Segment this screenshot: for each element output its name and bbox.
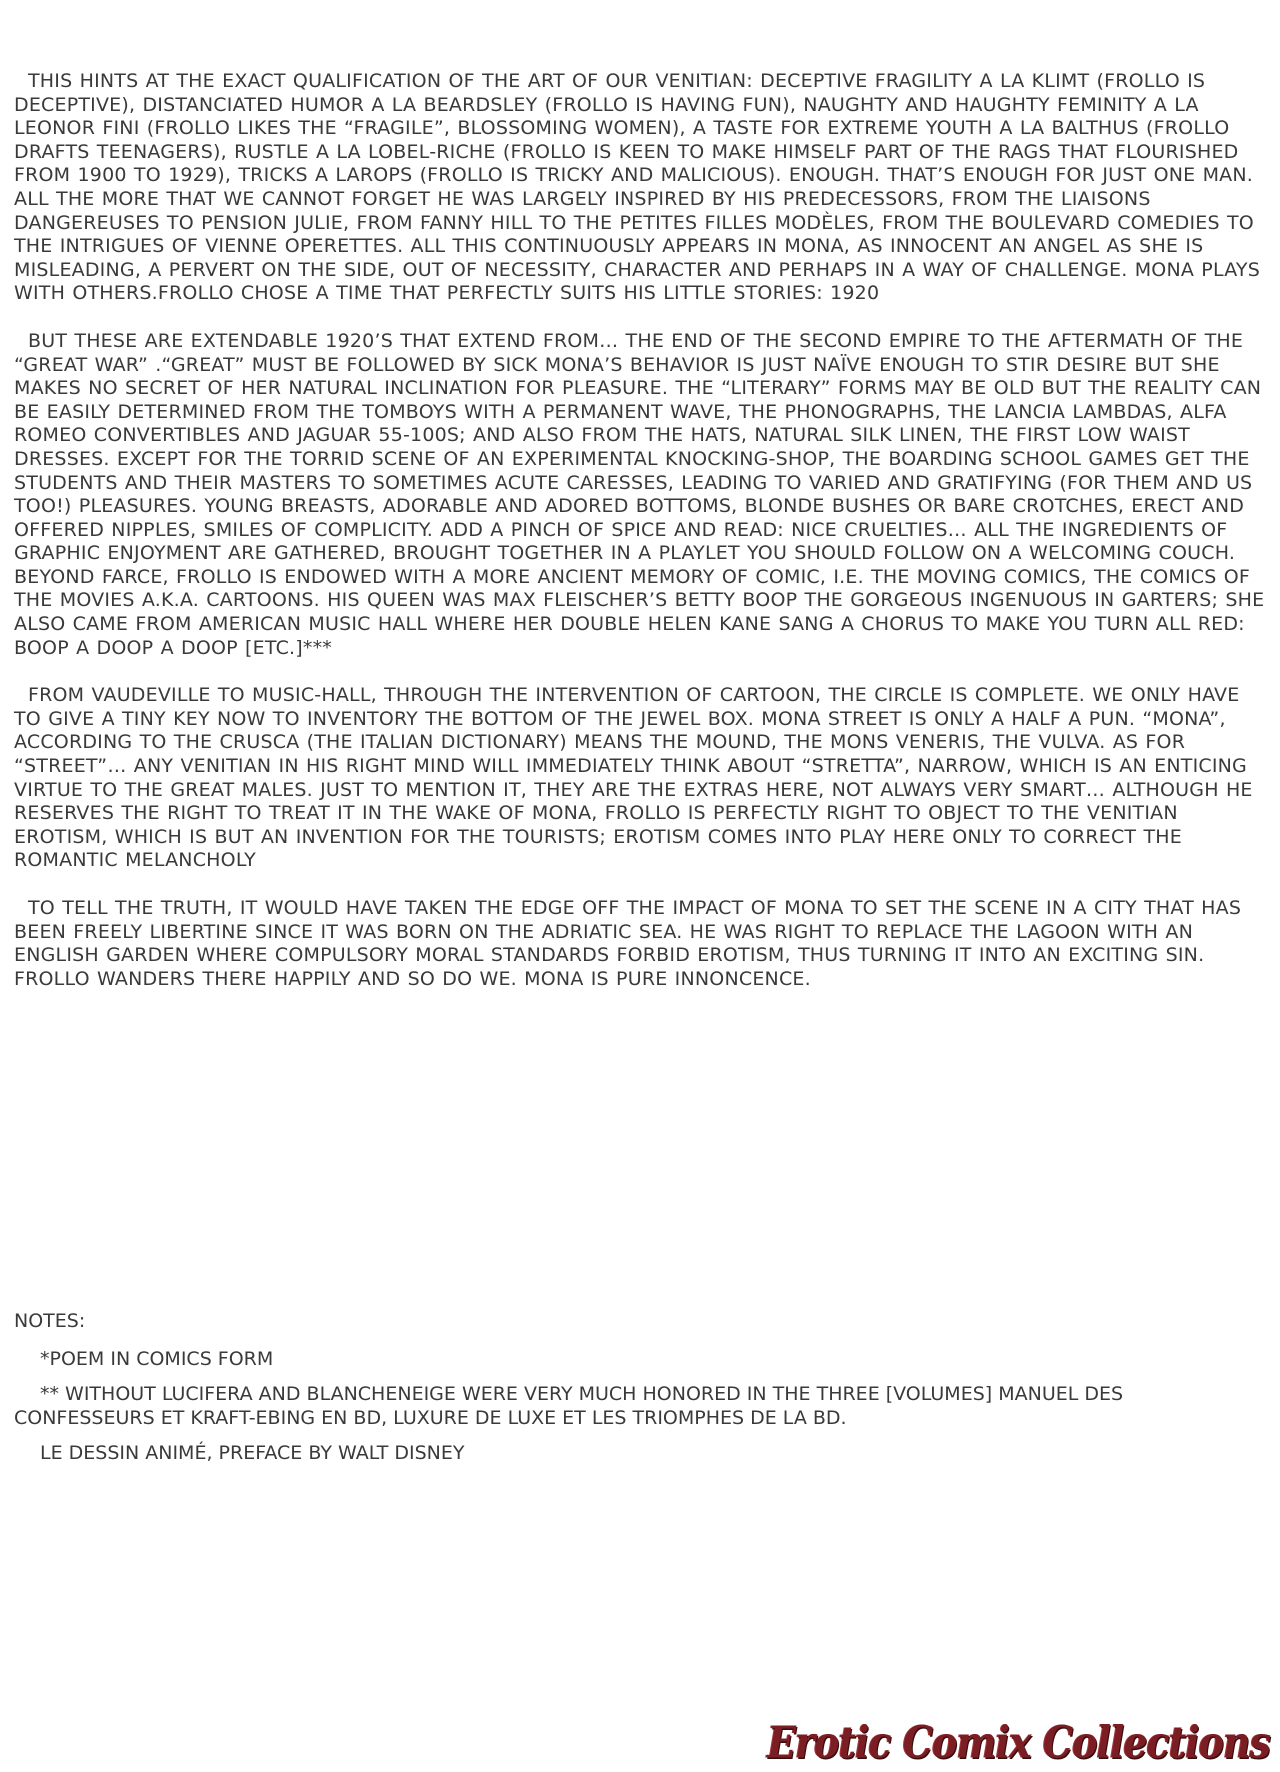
paragraph-4: TO TELL THE TRUTH, IT WOULD HAVE TAKEN THE EDGE OFF THE IMPACT OF MONA TO SET THE SCENE IN A CITY THAT HAS BEEN FREELY LIBERTINE SINCE IT WAS BORN ON THE ADRIATIC SEA. HE WAS RIGHT TO REPLACE THE LAGOON WITH AN ENGLISH GARDEN WHERE COMPULSORY MORAL STANDARDS FORBID EROTISM, THUS TURNING IT INTO AN EXCITING SIN. FROLLO WANDERS THERE HAPPILY AND SO DO WE. MONA IS PURE INNONCENCE.: [14, 897, 1242, 990]
notes-section: [14, 1310, 1266, 1478]
watermark-logo: Erotic Comix Collections: [767, 1716, 1270, 1768]
note-2: ** WITHOUT LUCIFERA AND BLANCHENEIGE WERE VERY MUCH HONORED IN THE THREE [VOLUMES] MANUEL DES CONFESSEURS ET KRAFT-EBING EN BD, LUXURE DE LUXE ET LES TRIOMPHES DE LA BD.: [14, 1383, 1124, 1429]
paragraph-2: BUT THESE ARE EXTENDABLE 1920’S THAT EXTEND FROM… THE END OF THE SECOND EMPIRE TO THE AFTERMATH OF THE “GREAT WAR” .“GREAT” MUST BE FOLLOWED BY SICK MONA’S BEHAVIOR IS JUST NAÏVE ENOUGH TO STIR DESIRE BUT SHE MAKES NO SECRET OF HER NATURAL INCLINATION FOR PLEASURE. THE “LITERARY” FORMS MAY BE OLD BUT THE REALITY CAN BE EASILY DETERMINED FROM THE TOMBOYS WITH A PERMANENT WAVE, THE PHONOGRAPHS, THE LANCIA LAMBDAS, ALFA ROMEO CONVERTIBLES AND JAGUAR 55-100S; AND ALSO FROM THE HATS, NATURAL SILK LINEN, THE FIRST LOW WAIST DRESSES. EXCEPT FOR THE TORRID SCENE OF AN EXPERIMENTAL KNOCKING-SHOP, THE BOARDING SCHOOL GAMES GET THE STUDENTS AND THEIR MASTERS TO SOMETIMES ACUTE CARESSES, LEADING TO VARIED AND GRATIFYING (FOR THEM AND US TOO!) PLEASURES. YOUNG BREASTS, ADORABLE AND ADORED BOTTOMS, BLONDE BUSHES OR BARE CROTCHES, ERECT AND OFFERED NIPPLES, SMILES OF COMPLICITY. ADD A PINCH OF SPICE AND READ: NICE CRUELTIES… ALL THE INGREDIENTS OF GRAPHIC ENJOYMENT ARE GATHERED, BROUGHT TOGETHER IN A PLAYLET YOU SHOULD FOLLOW ON A WELCOMING COUCH. BEYOND FARCE, FROLLO IS ENDOWED WITH A MORE ANCIENT MEMORY OF COMIC, I.E. THE MOVING COMICS, THE COMICS OF THE MOVIES A.K.A. CARTOONS. HIS QUEEN WAS MAX FLEISCHER’S BETTY BOOP THE GORGEOUS INGENUOUS IN GARTERS; SHE ALSO CAME FROM AMERICAN MUSIC HALL WHERE HER DOUBLE HELEN KANE SANG A CHORUS TO MAKE YOU TURN ALL RED: BOOP A DOOP A DOOP [ETC.]***: [14, 329, 1265, 659]
paragraph-3: FROM VAUDEVILLE TO MUSIC-HALL, THROUGH THE INTERVENTION OF CARTOON, THE CIRCLE IS COMPLETE. WE ONLY HAVE TO GIVE A TINY KEY NOW TO INVENTORY THE BOTTOM OF THE JEWEL BOX. MONA STREET IS ONLY A HALF A PUN. “MONA”, ACCORDING TO THE CRUSCA (THE ITALIAN DICTIONARY) MEANS THE MOUND, THE MONS VENERIS, THE VULVA. AS FOR “STREET”… ANY VENITIAN IN HIS RIGHT MIND WILL IMMEDIATELY THINK ABOUT “STRETTA”, NARROW, WHICH IS AN ENTICING VIRTUE TO THE GREAT MALES. JUST TO MENTION IT, THEY ARE THE EXTRAS HERE, NOT ALWAYS VERY SMART… ALTHOUGH HE RESERVES THE RIGHT TO TREAT IT IN THE WAKE OF MONA, FROLLO IS PERFECTLY RIGHT TO OBJECT TO THE VENITIAN EROTISM, WHICH IS BUT AN INVENTION FOR THE TOURISTS; EROTISM COMES INTO PLAY HERE ONLY TO CORRECT THE ROMANTIC MELANCHOLY: [14, 684, 1253, 872]
notes-heading: NOTES:: [14, 1310, 86, 1332]
article-body: [14, 70, 1266, 1015]
note-1: *POEM IN COMICS FORM: [40, 1347, 274, 1370]
note-3: LE DESSIN ANIMÉ, PREFACE BY WALT DISNEY: [40, 1442, 465, 1465]
paragraph-1: THIS HINTS AT THE EXACT QUALIFICATION OF THE ART OF OUR VENITIAN: DECEPTIVE FRAGILITY A LA KLIMT (FROLLO IS DECEPTIVE), DISTANCIATED HUMOR A LA BEARDSLEY (FROLLO IS HAVING FUN), NAUGHTY AND HAUGHTY FEMINITY A LA LEONOR FINI (FROLLO LIKES THE “FRAGILE”, BLOSSOMING WOMEN), A TASTE FOR EXTREME YOUTH A LA BALTHUS (FROLLO DRAFTS TEENAGERS), RUSTLE A LA LOBEL-RICHE (FROLLO IS KEEN TO MAKE HIMSELF PART OF THE RAGS THAT FLOURISHED FROM 1900 TO 1929), TRICKS A LAROPS (FROLLO IS TRICKY AND MALICIOUS). ENOUGH. THAT’S ENOUGH FOR JUST ONE MAN. ALL THE MORE THAT WE CANNOT FORGET HE WAS LARGELY INSPIRED BY HIS PREDECESSORS, FROM THE LIAISONS DANGEREUSES TO PENSION JULIE, FROM FANNY HILL TO THE PETITES FILLES MODÈLES, FROM THE BOULEVARD COMEDIES TO THE INTRIGUES OF VIENNE OPERETTES. ALL THIS CONTINUOUSLY APPEARS IN MONA, AS INNOCENT AN ANGEL AS SHE IS MISLEADING, A PERVERT ON THE SIDE, OUT OF NECESSITY, CHARACTER AND PERHAPS IN A WAY OF CHALLENGE. MONA PLAYS WITH OTHERS.FROLLO CHOSE A TIME THAT PERFECTLY SUITS HIS LITTLE STORIES: 1920: [14, 70, 1260, 305]
